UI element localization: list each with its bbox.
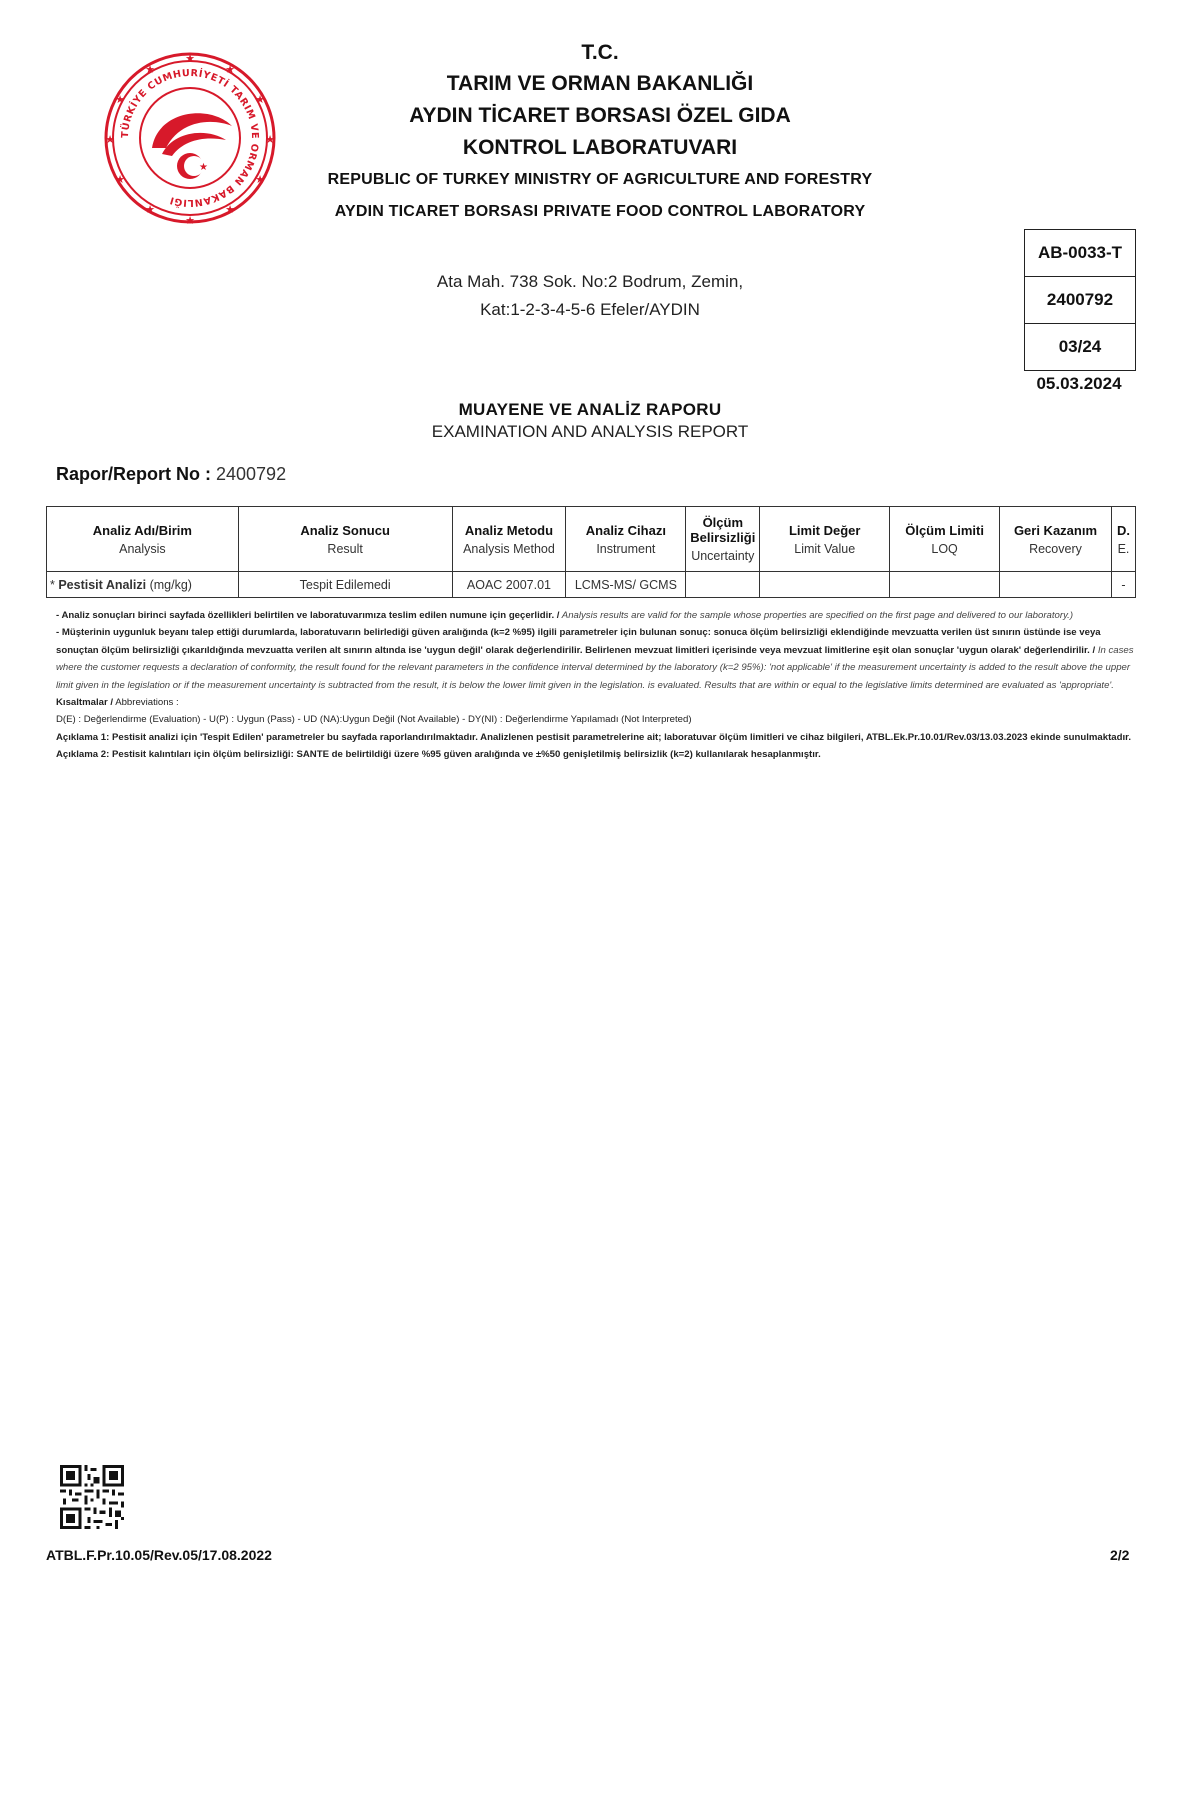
table-row xyxy=(47,572,1136,598)
col-limit: Limit Değer Limit Value xyxy=(760,507,890,572)
col-analysis: Analiz Adı/Birim Analysis xyxy=(47,507,239,572)
svg-text:★: ★ xyxy=(105,133,115,146)
note-2: - Müşterinin uygunluk beyanı talep ettiği durumlarda, laboratuvarın belirlediği güven aralığında (k=2 %95) ilgili parametreler için bulunan sonuç: sonuca ölçüm belirsizliği eklendiğinde mevzuatta verilen üst sınırın üstünde ise veya sonuçtan ölçüm belirsizliği çıkarıldığında mevzuatta verilen alt sınırın altında ise 'uygun değil' olarak değerlendirilir. Belirlenen mevzuat limitleri içerisinde veya mevzuat limitlerine eşit olan sonuçlar 'uygun olarak' değerlendirilir. / In cases where the customer requests a declaration of conformity, the result found for the relevant parameters in the confidence interval determined by the laboratory (k=2 95%): 'not applicable' if the measurement uncertainty is added to the result above the upper limit given in the legislation or if the measurement uncertainty is subtracted from the result, it is below the lower limit given in the legislation. is evaluated. Results that are within or equal to the legislative limits determined are evaluated as 'appropriate'. xyxy=(56,627,1134,691)
header-ministry-tr: TARIM VE ORMAN BAKANLIĞI xyxy=(446,72,754,95)
abbreviations-line: D(E) : Değerlendirme (Evaluation) - U(P) : Uygun (Pass) - UD (NA):Uygun Değil (Not Available) - DY(NI) : Değerlendirme Yapılamadı (Not Interpreted) xyxy=(56,714,692,726)
col-instrument: Analiz Cihazı Instrument xyxy=(566,507,686,572)
svg-text:★: ★ xyxy=(185,52,195,65)
header-lab-tr-1: AYDIN TİCARET BORSASI ÖZEL GIDA xyxy=(409,104,791,127)
header xyxy=(300,38,900,228)
header-ministry-en: REPUBLIC OF TURKEY MINISTRY OF AGRICULTURE AND FORESTRY xyxy=(327,171,873,188)
box-period: 03/24 xyxy=(1058,337,1102,356)
cell-method: AOAC 2007.01 xyxy=(452,572,566,598)
cell-loq xyxy=(890,572,1000,598)
form-code: ATBL.F.Pr.10.05/Rev.05/17.08.2022 xyxy=(46,1547,272,1563)
cell-instrument: LCMS-MS/ GCMS xyxy=(566,572,686,598)
page-number: 2/2 xyxy=(1110,1547,1130,1563)
address-line-2: Kat:1-2-3-4-5-6 Efeler/AYDIN xyxy=(480,300,700,319)
col-result: Analiz Sonucu Result xyxy=(238,507,452,572)
report-title-en: EXAMINATION AND ANALYSIS REPORT xyxy=(431,422,749,441)
qr-code xyxy=(60,1465,124,1529)
report-date: 05.03.2024 xyxy=(1036,374,1122,393)
svg-text:★: ★ xyxy=(115,173,125,186)
explanations: Açıklama 1: Pestisit analizi için 'Tespit Edilen' parametreler bu sayfada raporlandırılmaktadır. Analizlenen pestisit parametrelerine ait; laboratuvar ölçüm limitleri ve cihaz bilgileri, ATBL.Ek.Pr.10.01/Rev.03/13.03.2023 ekinde sunulmaktadır. Açıklama 2: Pestisit kalıntıları için ölçüm belirsizliği: SANTE de belirtildiği üzere %95 güven aralığında ve ±%50 genişletilmiş belirsizlik (k=2) kullanılarak hesaplanmıştır. xyxy=(56,731,1132,761)
report-title-tr: MUAYENE VE ANALİZ RAPORU xyxy=(458,400,722,419)
header-tc: T.C. xyxy=(581,41,619,64)
cell-de: - xyxy=(1111,572,1135,598)
logo-ring-text: TÜRKİYE CUMHURİYETİ TARIM VE ORMAN BAKANLIĞI xyxy=(119,67,261,209)
table-header-row xyxy=(47,507,1136,572)
svg-text:★: ★ xyxy=(199,162,208,173)
note-1: - Analiz sonuçları birinci sayfada özellikleri belirtilen ve laboratuvarımıza teslim edilen numune için geçerlidir. / Analysis results are valid for the sample whose properties are specified on the first page and delivered to our laboratory.) xyxy=(56,610,1074,621)
svg-text:★: ★ xyxy=(115,93,125,106)
report-number-line xyxy=(56,464,286,485)
address xyxy=(400,268,780,324)
svg-text:★: ★ xyxy=(225,63,235,76)
code-box xyxy=(1024,229,1136,371)
svg-text:★: ★ xyxy=(225,203,235,216)
report-title xyxy=(380,400,800,442)
col-loq: Ölçüm Limiti LOQ xyxy=(890,507,1000,572)
cell-uncertainty xyxy=(686,572,760,598)
notes xyxy=(56,607,1136,764)
svg-text:★: ★ xyxy=(265,133,275,146)
col-de: D. E. xyxy=(1111,507,1135,572)
cell-result: Tespit Edilemedi xyxy=(238,572,452,598)
results-table xyxy=(46,506,1136,598)
report-number-value: 2400792 xyxy=(211,464,287,484)
report-number-label: Rapor/Report No : xyxy=(56,464,211,484)
col-method: Analiz Metodu Analysis Method xyxy=(452,507,566,572)
svg-text:★: ★ xyxy=(145,63,155,76)
abbreviations-title: Kısaltmalar / Abbreviations : xyxy=(56,697,179,709)
ministry-logo xyxy=(100,48,280,228)
box-report-number: 2400792 xyxy=(1025,277,1135,324)
cell-analysis: * Pestisit Analizi (mg/kg) xyxy=(47,572,239,598)
svg-text:★: ★ xyxy=(145,203,155,216)
svg-text:★: ★ xyxy=(185,214,195,227)
accreditation-code: AB-0033-T xyxy=(1025,230,1135,277)
cell-recovery xyxy=(1000,572,1112,598)
header-lab-en: AYDIN TICARET BORSASI PRIVATE FOOD CONTROL LABORATORY xyxy=(334,203,866,220)
svg-text:★: ★ xyxy=(255,93,265,106)
svg-text:★: ★ xyxy=(255,173,265,186)
address-line-1: Ata Mah. 738 Sok. No:2 Bodrum, Zemin, xyxy=(436,272,744,291)
col-recovery: Geri Kazanım Recovery xyxy=(1000,507,1112,572)
header-lab-tr-2: KONTROL LABORATUVARI xyxy=(462,136,738,159)
col-uncertainty: Ölçüm Belirsizliği Uncertainty xyxy=(686,507,760,572)
cell-limit xyxy=(760,572,890,598)
